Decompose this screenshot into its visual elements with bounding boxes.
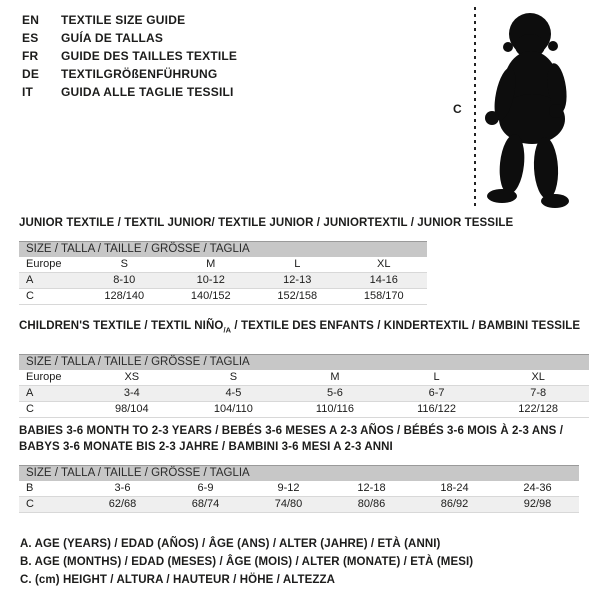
legend-line-b: B. AGE (MONTHS) / EDAD (MESES) / ÂGE (MOIS) / ALTER (MONATE) / ETÀ (MESI) [20,556,474,568]
size-value: 122/128 [518,403,559,416]
size-table-children [19,319,589,418]
table-title-line: BABYS 3-6 MONATE BIS 2-3 JAHRE / BAMBINI 3-6 MESI A 2-3 ANNI [19,441,393,453]
size-table-junior [19,216,514,305]
legend [20,535,473,589]
row-label: C [26,290,34,302]
size-value: 68/74 [191,498,220,510]
row-label: Europe [26,258,62,270]
table-row [19,257,427,273]
size-value: L [433,371,440,384]
size-header-bar: SIZE / TALLA / TAILLE / GRÖSSE / TAGLIA [19,241,427,257]
language-label: GUIDA ALLE TAGLIE TESSILI [61,85,234,99]
size-value: XL [377,258,391,270]
language-label: TEXTILE SIZE GUIDE [61,13,186,27]
table-row [19,289,427,305]
size-value: 98/104 [114,403,149,416]
size-value: 3-6 [114,482,131,494]
size-value: 8-10 [113,274,136,286]
language-code: IT [22,85,34,99]
row-label: A [26,274,34,286]
size-value: 5-6 [327,387,343,400]
table-row [19,386,589,402]
language-label: GUIDE DES TAILLES TEXTILE [61,49,238,63]
language-code: EN [22,13,40,27]
size-value: 86/92 [440,498,469,510]
size-value: S [120,258,128,270]
table-row [19,497,579,513]
size-value: 6-9 [197,482,214,494]
size-value: 92/98 [523,498,552,510]
legend-line-a: A. AGE (YEARS) / EDAD (AÑOS) / ÂGE (ANS) / ALTER (JAHRE) / ETÀ (ANNI) [20,538,441,550]
size-value: 6-7 [428,387,445,400]
table-title [19,423,579,455]
language-label: GUÍA DE TALLAS [61,31,164,45]
size-header-bar: SIZE / TALLA / TAILLE / GRÖSSE / TAGLIA [19,465,579,481]
legend-line-c: C. (cm) HEIGHT / ALTURA / HAUTEUR / HÖHE / ALTEZZA [20,574,336,586]
table-row [19,481,579,497]
size-value: S [229,371,238,384]
language-code: FR [22,49,39,63]
size-value: 7-8 [530,387,547,400]
language-code: ES [22,31,39,45]
table-row [19,370,589,386]
row-label: A [26,387,34,400]
table-row [19,273,427,289]
row-label: B [26,482,34,494]
size-value: 4-5 [225,387,242,400]
size-table [19,465,579,513]
language-row [22,29,237,47]
size-value: 3-4 [123,387,140,400]
size-value: 158/170 [363,290,404,302]
size-value: 24-36 [523,482,552,494]
size-value: 10-12 [196,274,225,286]
size-table [19,354,589,418]
table-title [19,216,514,230]
language-row [22,83,237,101]
size-value: 62/68 [108,498,137,510]
table-title [19,319,589,337]
baby-silhouette [484,12,584,208]
language-row [22,47,237,65]
size-value: M [206,258,216,270]
size-value: 14-16 [369,274,398,286]
table-title-line: CHILDREN'S TEXTILE / TEXTIL $NIÑO_{/A}$ / TEXTILE DES ENFANTS / KINDERTEXTIL / BAMBINI TESSILE [19,320,581,335]
language-list [22,11,237,101]
size-value: XS [124,371,140,384]
size-value: 140/152 [190,290,231,302]
size-value: 74/80 [274,498,303,510]
language-row [22,65,237,83]
size-value: 152/158 [277,290,318,302]
size-value: 128/140 [104,290,145,302]
size-header-bar: SIZE / TALLA / TAILLE / GRÖSSE / TAGLIA [19,354,589,370]
height-marker-label: C [453,102,462,116]
row-label: Europe [26,371,62,384]
size-table [19,241,427,305]
language-label: TEXTILGRÖßENFÜHRUNG [61,67,218,81]
size-value: 12-13 [283,274,312,286]
size-value: 12-18 [357,482,386,494]
table-row [19,402,589,418]
size-value: 110/116 [315,403,355,416]
row-label: C [26,498,34,510]
language-row [22,11,237,29]
size-value: XL [531,371,545,384]
language-code: DE [22,67,40,81]
size-value: 9-12 [277,482,300,494]
size-value: L [294,258,301,270]
size-value: M [330,371,340,384]
size-value: 18-24 [440,482,469,494]
table-title-line: BABIES 3-6 MONTH TO 2-3 YEARS / BEBÉS 3-6 MESES A 2-3 AÑOS / BÉBÉS 3-6 MOIS À 2-3 ANS / [19,425,563,437]
height-dotted-line [474,7,476,209]
table-title-line: JUNIOR TEXTILE / TEXTIL JUNIOR/ TEXTILE JUNIOR / JUNIORTEXTIL / JUNIOR TESSILE [19,217,514,229]
size-table-babies [19,423,579,513]
row-label: C [26,403,34,416]
size-value: 116/122 [417,403,457,416]
size-value: 80/86 [357,498,386,510]
size-value: 104/110 [213,403,253,416]
